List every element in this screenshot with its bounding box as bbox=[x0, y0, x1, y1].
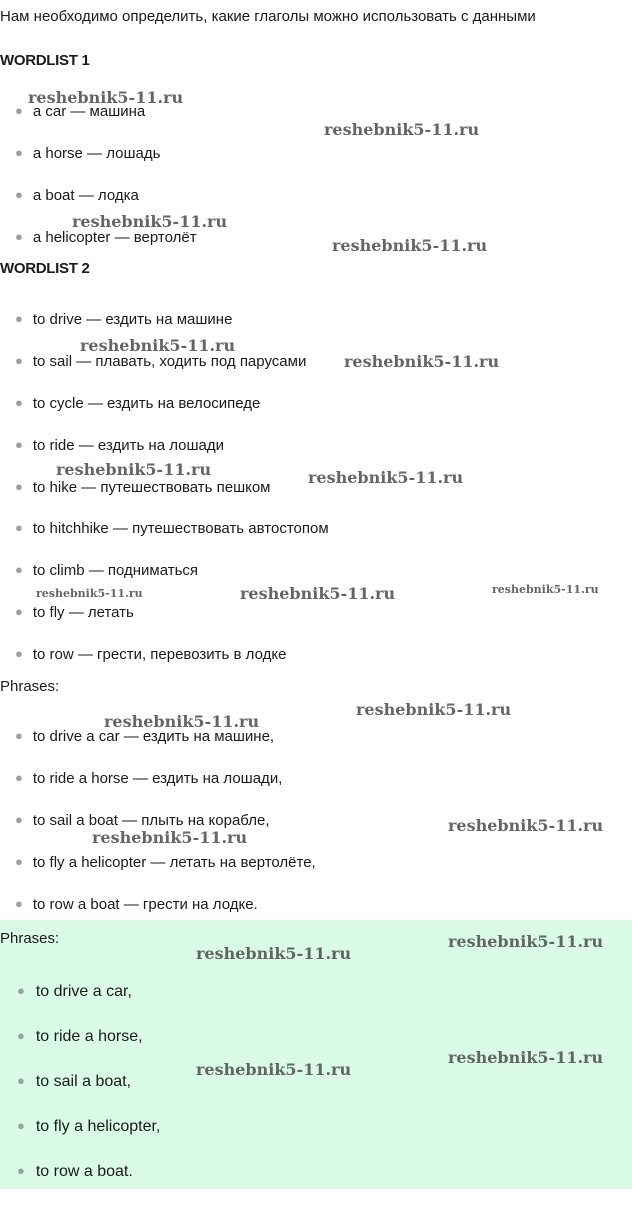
wordlist2-item bbox=[15, 437, 224, 454]
wordlist2-title: WORDLIST 2 bbox=[0, 260, 90, 277]
item-text: to drive — ездить на машине bbox=[32, 311, 233, 328]
item-text: to ride — ездить на лошади bbox=[32, 437, 224, 454]
item-text: a helicopter — вертолёт bbox=[32, 229, 197, 246]
wordlist2-item bbox=[15, 646, 286, 663]
wordlist1-title: WORDLIST 1 bbox=[0, 52, 90, 69]
bullet-icon: ● bbox=[15, 311, 23, 326]
bullet-icon: ● bbox=[15, 479, 23, 494]
phrase-item bbox=[15, 770, 282, 787]
wordlist2-item bbox=[15, 395, 260, 412]
watermark: reshebnik5-11.ru bbox=[92, 828, 248, 847]
item-text: a horse — лошадь bbox=[32, 145, 161, 162]
item-text: to row a boat. bbox=[35, 1163, 133, 1180]
bullet-icon: ● bbox=[17, 1118, 25, 1133]
watermark: reshebnik5-11.ru bbox=[56, 460, 212, 479]
intro-text: Нам необходимо определить, какие глаголы можно использовать с данными bbox=[0, 8, 536, 25]
item-text: a boat — лодка bbox=[32, 187, 139, 204]
bullet-icon: ● bbox=[15, 646, 23, 661]
bullet-icon: ● bbox=[15, 187, 23, 202]
item-text: to hitchhike — путешествовать автостопом bbox=[32, 520, 329, 537]
phrase-item bbox=[15, 812, 270, 829]
item-text: to ride a horse, bbox=[35, 1028, 143, 1045]
item-text: to row a boat — грести на лодке. bbox=[32, 896, 258, 913]
watermark: reshebnik5-11.ru bbox=[332, 236, 488, 255]
bullet-icon: ● bbox=[15, 395, 23, 410]
item-text: to drive a car, bbox=[35, 983, 132, 1000]
watermark: reshebnik5-11.ru bbox=[356, 700, 512, 719]
watermark: reshebnik5-11.ru bbox=[196, 1060, 352, 1079]
wordlist1-item bbox=[15, 229, 197, 246]
item-text: to cycle — ездить на велосипеде bbox=[32, 395, 261, 412]
wordlist2-item bbox=[15, 604, 134, 621]
bullet-icon: ● bbox=[15, 520, 23, 535]
watermark: reshebnik5-11.ru bbox=[72, 212, 228, 231]
bullet-icon: ● bbox=[15, 437, 23, 452]
bullet-icon: ● bbox=[15, 728, 23, 743]
phrase-item bbox=[15, 854, 316, 871]
watermark: reshebnik5-11.ru bbox=[36, 587, 143, 600]
watermark: reshebnik5-11.ru bbox=[448, 932, 604, 951]
watermark: reshebnik5-11.ru bbox=[28, 88, 184, 107]
watermark: reshebnik5-11.ru bbox=[80, 336, 236, 355]
watermark: reshebnik5-11.ru bbox=[308, 468, 464, 487]
wordlist1-item bbox=[15, 145, 160, 162]
bullet-icon: ● bbox=[15, 812, 23, 827]
watermark: reshebnik5-11.ru bbox=[196, 944, 352, 963]
item-text: to ride a horse — ездить на лошади, bbox=[32, 770, 283, 787]
bullet-icon: ● bbox=[15, 145, 23, 160]
answer-item bbox=[17, 1118, 160, 1136]
wordlist2-item bbox=[15, 479, 271, 496]
item-text: to sail a boat, bbox=[35, 1073, 132, 1090]
watermark: reshebnik5-11.ru bbox=[448, 816, 604, 835]
bullet-icon: ● bbox=[15, 229, 23, 244]
item-text: a car — машина bbox=[32, 103, 146, 120]
item-text: to sail a boat — плыть на корабле, bbox=[32, 812, 270, 829]
item-text: to drive a car — ездить на машине, bbox=[32, 728, 275, 745]
bullet-icon: ● bbox=[17, 1073, 25, 1088]
item-text: to hike — путешествовать пешком bbox=[32, 479, 271, 496]
wordlist2-item bbox=[15, 311, 232, 328]
wordlist1-item bbox=[15, 187, 139, 204]
bullet-icon: ● bbox=[15, 770, 23, 785]
answer-item bbox=[17, 1028, 143, 1046]
watermark: reshebnik5-11.ru bbox=[344, 352, 500, 371]
answer-item bbox=[17, 1163, 133, 1181]
bullet-icon: ● bbox=[15, 896, 23, 911]
phrases-label: Phrases: bbox=[0, 678, 60, 695]
answer-item bbox=[17, 1073, 131, 1091]
item-text: to sail — плавать, ходить под парусами bbox=[32, 353, 307, 370]
answer-item bbox=[17, 983, 132, 1001]
bullet-icon: ● bbox=[15, 562, 23, 577]
item-text: to fly a helicopter — летать на вертолёте, bbox=[32, 854, 316, 871]
bullet-icon: ● bbox=[15, 353, 23, 368]
bullet-icon: ● bbox=[15, 103, 23, 118]
wordlist2-item bbox=[15, 353, 306, 370]
wordlist2-item bbox=[15, 520, 329, 537]
item-text: to fly — летать bbox=[32, 604, 134, 621]
watermark: reshebnik5-11.ru bbox=[492, 583, 599, 596]
watermark: reshebnik5-11.ru bbox=[324, 120, 480, 139]
bullet-icon: ● bbox=[15, 854, 23, 869]
bullet-icon: ● bbox=[17, 983, 25, 998]
item-text: to row — грести, перевозить в лодке bbox=[32, 646, 287, 663]
bullet-icon: ● bbox=[15, 604, 23, 619]
wordlist2-item bbox=[15, 562, 198, 579]
watermark: reshebnik5-11.ru bbox=[448, 1048, 604, 1067]
bullet-icon: ● bbox=[17, 1028, 25, 1043]
answer-label: Phrases: bbox=[0, 930, 60, 947]
watermark: reshebnik5-11.ru bbox=[104, 712, 260, 731]
watermark: reshebnik5-11.ru bbox=[240, 584, 396, 603]
item-text: to climb — подниматься bbox=[32, 562, 199, 579]
phrase-item bbox=[15, 896, 258, 913]
item-text: to fly a helicopter, bbox=[35, 1118, 161, 1135]
bullet-icon: ● bbox=[17, 1163, 25, 1178]
